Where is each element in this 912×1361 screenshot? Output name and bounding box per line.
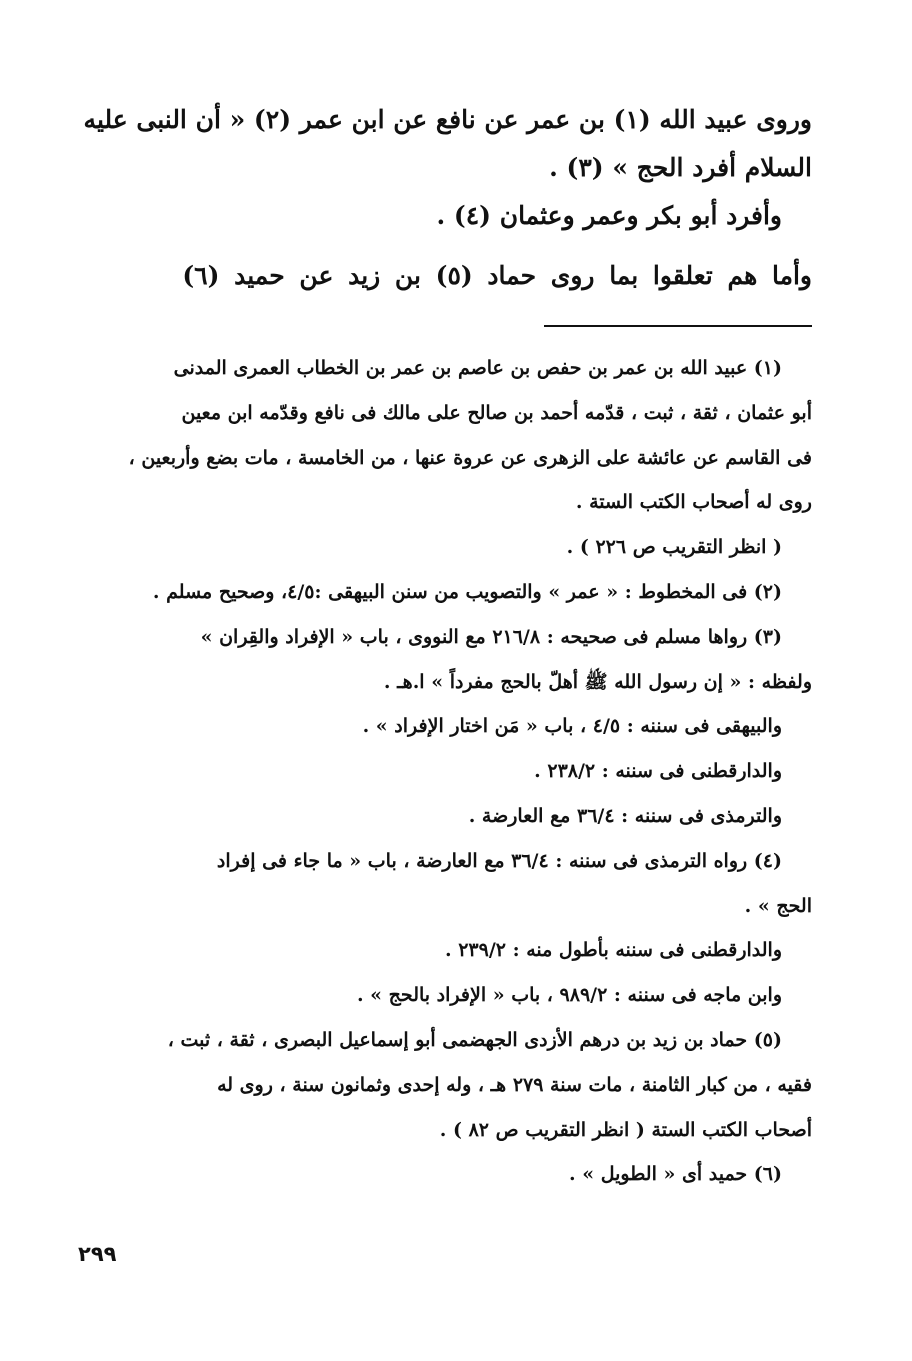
footnote-line: ولفظه : « إن رسول الله ﷺ أهلّ بالحج مفرداً » ا.هـ . xyxy=(383,670,812,693)
main-text xyxy=(83,96,812,300)
footnote-line: (٥) حماد بن زيد بن درهم الأزدى الجهضمى أبو إسماعيل البصرى ، ثقة ، ثبت ، xyxy=(167,1028,782,1051)
footnote-line: أبو عثمان ، ثقة ، ثبت ، قدّمه أحمد بن صالح على مالك فى نافع وقدّمه ابن معين xyxy=(181,401,812,424)
footnotes xyxy=(100,346,812,1197)
main-line: وأما هم تعلقوا بما روى حماد (٥) بن زيد عن حميد (٦) xyxy=(182,261,812,290)
footnote-line: (٤) رواه الترمذى فى سننه : ٣٦/٤ مع العارضة ، باب « ما جاء فى إفراد xyxy=(216,849,782,872)
footnote-line: أصحاب الكتب الستة ( انظر التقريب ص ٨٢ ) . xyxy=(439,1118,812,1141)
footnote-line: الحج » . xyxy=(744,894,812,917)
footnote-line: (١) عبيد الله بن عمر بن حفص بن عاصم بن عمر بن الخطاب العمرى المدنى xyxy=(173,357,782,379)
main-line: وأفرد أبو بكر وعمر وعثمان (٤) . xyxy=(436,201,782,230)
footnote-line: (٣) رواها مسلم فى صحيحه : ٢١٦/٨ مع النووى ، باب « الإفراد والقِران » xyxy=(200,625,782,648)
footnote-line: والدارقطنى فى سننه : ٢٣٨/٢ . xyxy=(534,760,782,783)
footnote-line: وابن ماجه فى سننه : ٩٨٩/٢ ، باب « الإفراد بالحج » . xyxy=(356,984,782,1007)
footnote-line: روى له أصحاب الكتب الستة . xyxy=(575,491,812,514)
footnote-line: والدارقطنى فى سننه بأطول منه : ٢٣٩/٢ . xyxy=(444,939,782,962)
footnote-line: (٢) فى المخطوط : « عمر » والتصويب من سنن البيهقى :٤/٥، وصحيح مسلم . xyxy=(152,580,782,603)
main-line: وروى عبيد الله (١) بن عمر عن نافع عن ابن عمر (٢) « أن النبى عليه xyxy=(83,105,812,134)
footnote-line: ( انظر التقريب ص ٢٢٦ ) . xyxy=(566,536,782,559)
footnote-line: فى القاسم عن عائشة على الزهرى عن عروة عنها ، من الخامسة ، مات بضع وأربعين ، xyxy=(128,446,812,469)
page-number: ٢٩٩ xyxy=(78,1242,117,1266)
footnote-line: والترمذى فى سننه : ٣٦/٤ مع العارضة . xyxy=(468,804,782,827)
footnote-line: (٦) حميد أى « الطويل » . xyxy=(569,1163,782,1186)
footnote-line: والبيهقى فى سننه : ٤/٥ ، باب « مَن اختار الإفراد » . xyxy=(362,715,782,738)
main-line: السلام أفرد الحج » (٣) . xyxy=(549,153,812,182)
footnote-line: فقيه ، من كبار الثامنة ، مات سنة ٢٧٩ هـ ، وله إحدى وثمانون سنة ، روى له xyxy=(217,1073,812,1096)
footnote-separator xyxy=(544,325,812,327)
